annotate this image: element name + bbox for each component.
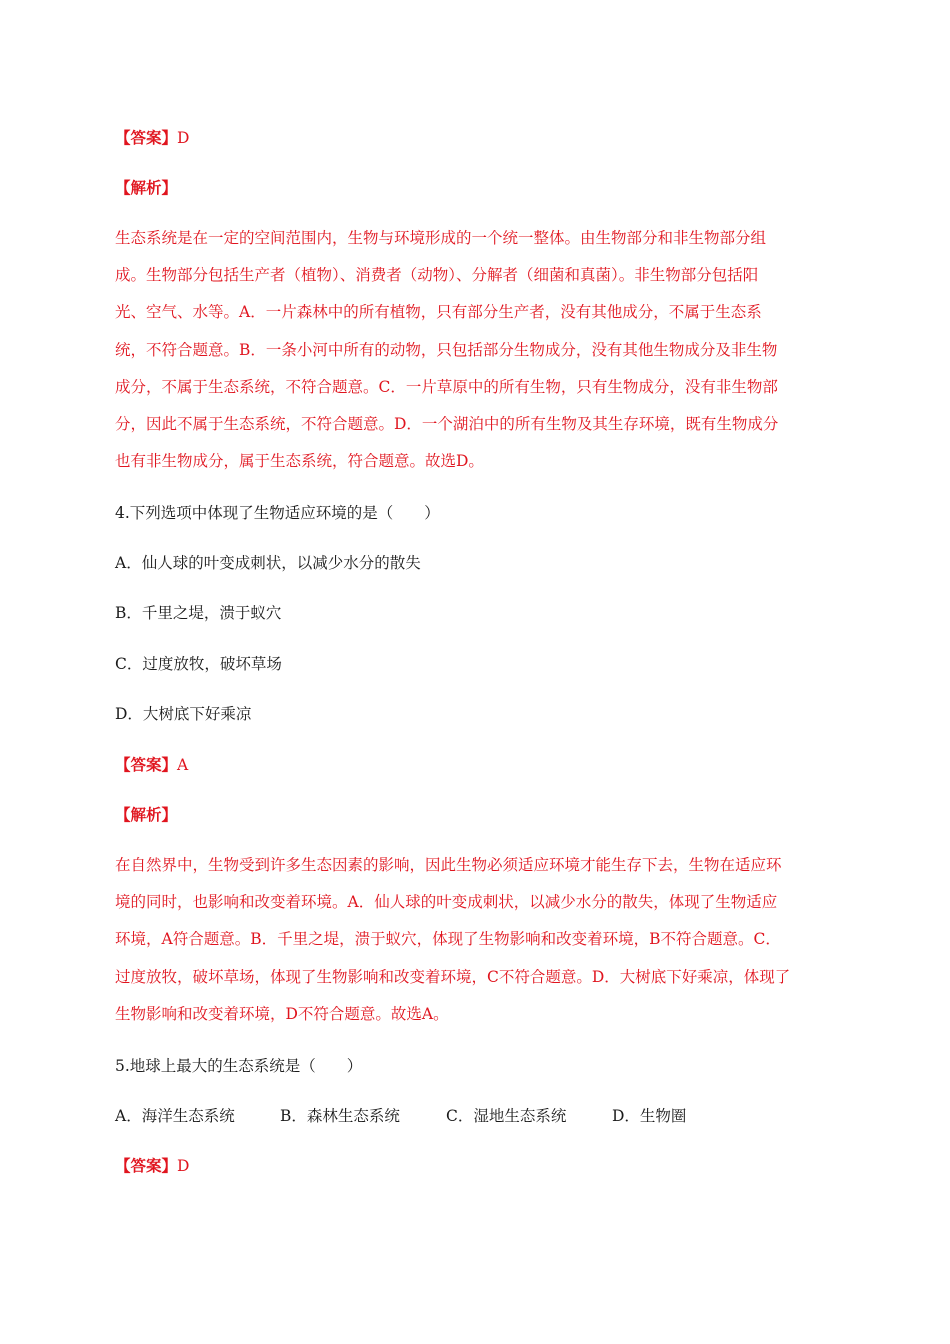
q4-answer — [115, 755, 188, 775]
q4-analysis-label: 【解析】 — [115, 805, 178, 824]
q4-option-b: B．千里之堤，溃于蚁穴 — [115, 604, 282, 622]
q5-answer-label: 【答案】 — [115, 1156, 178, 1175]
analysis-line: 也有非生物成分，属于生态系统，符合题意。故选D。 — [115, 452, 484, 471]
q4-answer-label: 【答案】 — [115, 755, 178, 774]
analysis-line: 分，因此不属于生态系统，不符合题意。D．一个湖泊中的所有生物及其生存环境，既有生物成分 — [115, 415, 779, 434]
q3-analysis-label: 【解析】 — [115, 178, 178, 197]
q5-answer — [115, 1156, 189, 1176]
q4-analysis-text — [115, 847, 837, 1033]
q4-answer-value: A — [177, 756, 189, 774]
q5-question: 5.地球上最大的生态系统是（ ） — [115, 1057, 363, 1075]
analysis-line: 在自然界中，生物受到许多生态因素的影响，因此生物必须适应环境才能生存下去，生物在适应环 — [115, 856, 782, 874]
q3-answer — [115, 128, 189, 148]
analysis-line: 光、空气、水等。A．一片森林中的所有植物，只有部分生产者，没有其他成分，不属于生态系 — [115, 303, 762, 322]
q5-option-b: B．森林生态系统 — [280, 1107, 400, 1125]
q3-answer-label: 【答案】 — [115, 128, 178, 147]
analysis-line: 成。生物部分包括生产者（植物）、消费者（动物）、分解者（细菌和真菌）。非生物部分包括阳 — [115, 266, 759, 285]
q4-option-a: A．仙人球的叶变成刺状，以减少水分的散失 — [115, 554, 421, 572]
q4-question: 4.下列选项中体现了生物适应环境的是（ ） — [115, 504, 440, 522]
analysis-line: 统，不符合题意。B．一条小河中所有的动物，只包括部分生物成分，没有其他生物成分及非生物 — [115, 340, 778, 359]
analysis-line: 生物影响和改变着环境，D不符合题意。故选A。 — [115, 1004, 449, 1023]
analysis-line: 环境，A符合题意。B．千里之堤，溃于蚁穴，体现了生物影响和改变着环境，B不符合题意。C． — [115, 930, 781, 949]
q3-answer-value: D — [177, 129, 190, 147]
analysis-line: 生态系统是在一定的空间范围内，生物与环境形成的一个统一整体。由生物部分和非生物部分组 — [115, 229, 767, 247]
q5-option-c: C．湿地生态系统 — [446, 1107, 567, 1125]
analysis-line: 境的同时，也影响和改变着环境。A．仙人球的叶变成刺状，以减少水分的散失，体现了生物适应 — [115, 893, 778, 912]
q4-analysis-heading — [115, 805, 177, 825]
analysis-line: 过度放牧，破坏草场，体现了生物影响和改变着环境，C不符合题意。D．大树底下好乘凉，体现了 — [115, 967, 791, 986]
q5-answer-value: D — [177, 1157, 190, 1175]
q3-analysis-text — [115, 220, 837, 480]
q5-option-d: D．生物圈 — [612, 1107, 687, 1125]
q5-options — [115, 1106, 686, 1126]
q4-option-d: D．大树底下好乘凉 — [115, 705, 252, 723]
analysis-line: 成分，不属于生态系统，不符合题意。C．一片草原中的所有生物，只有生物成分，没有非生物部 — [115, 377, 778, 396]
q4-option-c: C．过度放牧，破坏草场 — [115, 655, 282, 673]
q3-analysis-heading — [115, 178, 177, 198]
q5-option-a: A．海洋生态系统 — [115, 1107, 235, 1125]
